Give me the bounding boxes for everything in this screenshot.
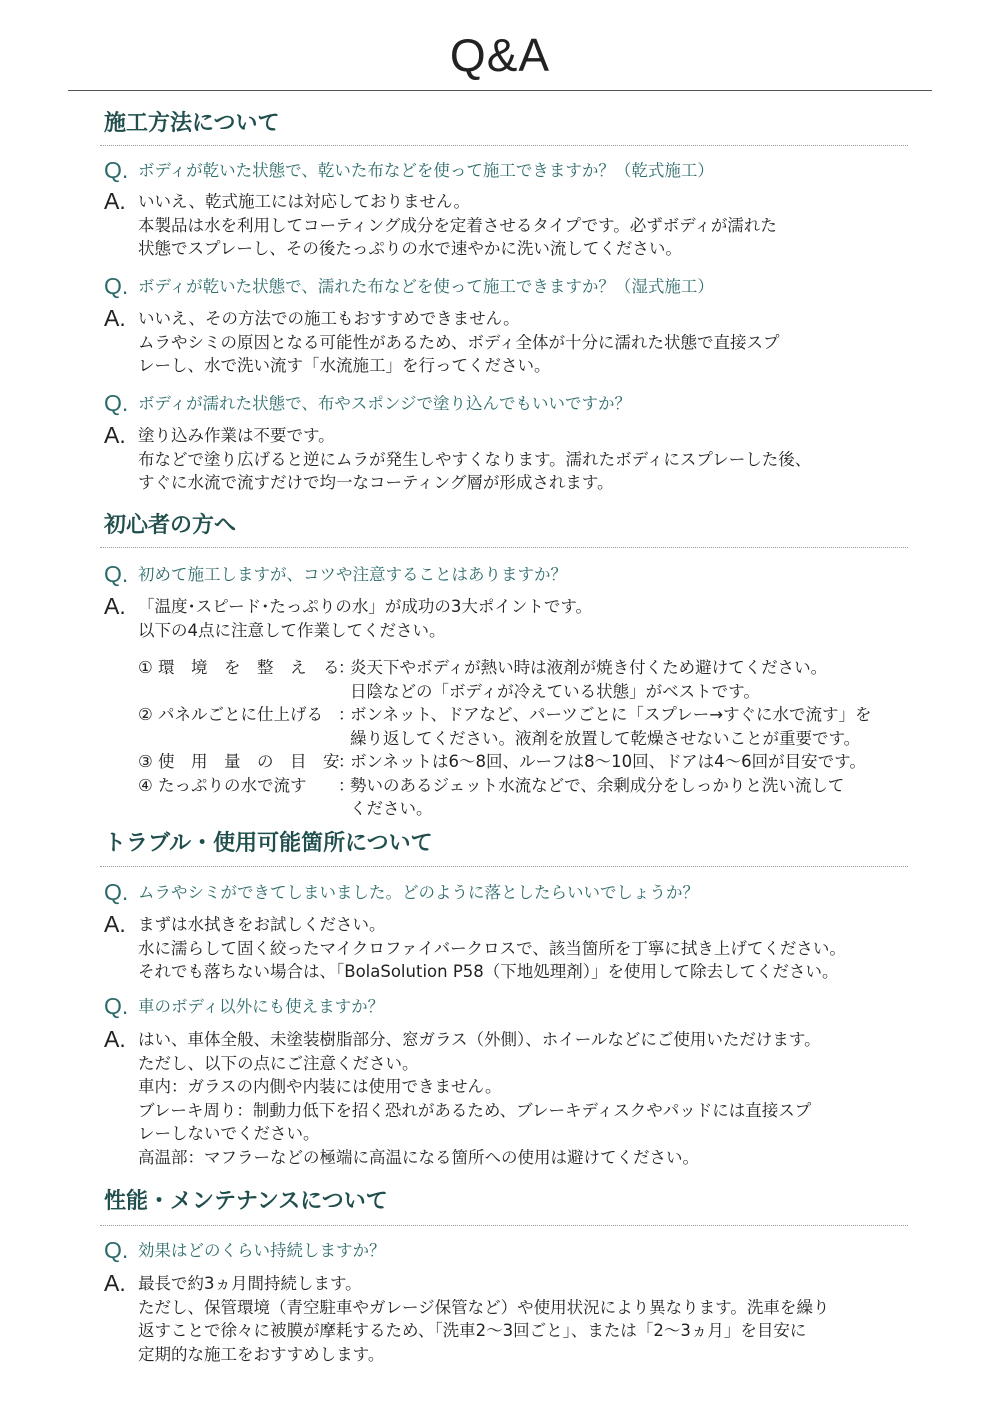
tip-text <box>350 703 913 750</box>
answer-mark: A. <box>104 188 126 214</box>
answer-line: レーし、水で洗い流す「水流施工」を行ってください。 <box>138 356 551 375</box>
question-text: ボディが濡れた状態で、布やスポンジで塗り込んでもいいですか？ <box>138 394 631 413</box>
question-text: ムラやシミができてしまいました。どのように落としたらいいでしょうか？ <box>138 883 699 902</box>
answer-body <box>138 913 913 984</box>
answer-line: いいえ、乾式施工には対応しておりません。 <box>138 192 470 211</box>
answer-mark: A. <box>104 305 126 331</box>
answer-line: レーしないでください。 <box>138 1124 320 1143</box>
question-mark: Q. <box>104 1237 129 1263</box>
answer-mark: A. <box>104 911 126 937</box>
answer-body <box>138 595 913 821</box>
section-divider <box>100 1225 908 1226</box>
section-divider <box>100 866 908 867</box>
question-mark: Q. <box>104 879 129 905</box>
question-mark: Q. <box>104 390 129 416</box>
title-rule <box>68 90 932 91</box>
tip-item <box>138 774 913 821</box>
question-text: 車のボディ以外にも使えますか？ <box>138 997 385 1016</box>
tip-text <box>350 750 913 774</box>
answer-body <box>138 1272 913 1366</box>
section-heading: 施工方法について <box>104 111 280 136</box>
tip-item <box>138 703 913 750</box>
tip-colon: ： <box>338 752 355 771</box>
answer-body <box>138 424 913 495</box>
answer-line: すぐに水流で流すだけで均一なコーティング層が形成されます。 <box>138 473 614 492</box>
tip-label: ① 環 境 を 整 え る <box>138 658 340 677</box>
question-text: 効果はどのくらい持続しますか？ <box>138 1241 386 1260</box>
tip-text <box>350 656 913 703</box>
tips-list <box>138 656 913 821</box>
answer-line: 「温度･スピード･たっぷりの水」が成功の3大ポイントです。 <box>138 597 593 616</box>
question <box>104 158 924 184</box>
answer-line: 布などで塗り広げると逆にムラが発生しやすくなります。濡れたボディにスプレーした後、 <box>138 449 812 469</box>
answer-mark: A. <box>104 1270 126 1296</box>
question <box>104 994 924 1020</box>
answer-line: 以下の4点に注意して作業してください。 <box>138 620 446 640</box>
answer-body <box>138 307 913 378</box>
question-mark: Q. <box>104 157 129 183</box>
tip-line: ボンネットは6〜8回、ルーフは8〜10回、ドアは4〜6回が目安です。 <box>350 752 866 771</box>
question-mark: Q. <box>104 561 129 587</box>
question-mark: Q. <box>104 273 129 299</box>
answer-line: 最長で約3ヵ月間持続します。 <box>138 1274 362 1293</box>
tip-item <box>138 656 913 703</box>
answer-line: ブレーキ周り：制動力低下を招く恐れがあるため、ブレーキディスクやパッドには直接スプ <box>138 1100 812 1120</box>
section-heading: 性能・メンテナンスについて <box>104 1189 388 1214</box>
tip-colon: ： <box>338 705 355 724</box>
answer-mark: A. <box>104 1026 126 1052</box>
tip-line: 勢いのあるジェット水流などで、余剰成分をしっかりと洗い流して <box>350 775 845 795</box>
tip-colon: ： <box>338 775 355 795</box>
answer-line: いいえ、その方法での施工もおすすめできません。 <box>138 309 520 328</box>
tip-line: 炎天下やボディが熱い時は液剤が焼き付くため避けてください。 <box>350 658 828 677</box>
answer-body <box>138 1028 913 1169</box>
question <box>104 391 924 417</box>
answer-line: 定期的な施工をおすすめします。 <box>138 1344 385 1364</box>
answer-line: それでも落ちない場合は、「BolaSolution P58（下地処理剤）」を使用して除去してください。 <box>138 962 839 981</box>
question <box>104 562 924 588</box>
question-text: ボディが乾いた状態で、濡れた布などを使って施工できますか？（湿式施工） <box>138 277 714 296</box>
tip-label: ③ 使 用 量 の 目 安 <box>138 752 340 771</box>
answer-line: 返すことで徐々に被膜が摩耗するため、「洗車2〜3回ごと」、または「2〜3ヵ月」を目安に <box>138 1321 807 1340</box>
section-heading: トラブル・使用可能箇所について <box>104 831 433 856</box>
answer-line: 高温部：マフラーなどの極端に高温になる箇所への使用は避けてください。 <box>138 1147 699 1167</box>
page-title: Q&A <box>449 29 551 81</box>
tip-label: ② パネルごとに仕上げる <box>138 705 324 724</box>
answer-line: 車内：ガラスの内側や内装には使用できません。 <box>138 1077 502 1096</box>
tip-line: 日陰などの「ボディが冷えている状態」がベストです。 <box>350 681 760 701</box>
answer-line: ムラやシミの原因となる可能性があるため、ボディ全体が十分に濡れた状態で直接スプ <box>138 332 780 352</box>
tip-label: ④ たっぷりの水で流す <box>138 775 307 795</box>
answer-line: 状態でスプレーし、その後たっぷりの水で速やかに洗い流してください。 <box>138 239 682 258</box>
tip-colon: ： <box>338 658 355 677</box>
section-divider <box>100 547 908 548</box>
answer-line: まずは水拭きをお試しください。 <box>138 915 386 934</box>
tip-line: ボンネット、ドアなど、パーツごとに「スプレー→すぐに水で流す」を <box>350 705 872 724</box>
section-divider <box>100 145 908 146</box>
answer-line: ただし、保管環境（青空駐車やガレージ保管など）や使用状況により異なります。洗車を繰り <box>138 1297 830 1317</box>
answer-line: はい、車体全般、未塗装樹脂部分、窓ガラス（外側）、ホイールなどにご使用いただけます。 <box>138 1030 821 1049</box>
question-text: ボディが乾いた状態で、乾いた布などを使って施工できますか？（乾式施工） <box>138 161 714 180</box>
answer-line: ただし、以下の点にご注意ください。 <box>138 1053 419 1073</box>
answer-body <box>138 190 913 261</box>
tip-line: 繰り返してください。液剤を放置して乾燥させないことが重要です。 <box>350 728 861 748</box>
question <box>104 274 924 300</box>
tip-text <box>350 774 913 821</box>
tip-line: ください。 <box>350 799 433 818</box>
question-mark: Q. <box>104 993 129 1019</box>
answer-line: 塗り込み作業は不要です。 <box>138 426 335 445</box>
question-text: 初めて施工しますが、コツや注意することはありますか？ <box>138 565 567 584</box>
answer-line: 本製品は水を利用してコーティング成分を定着させるタイプです。必ずボディが濡れた <box>138 215 777 235</box>
answer-mark: A. <box>104 593 126 619</box>
answer-line: 水に濡らして固く絞ったマイクロファイバークロスで、該当箇所を丁寧に拭き上げてください。 <box>138 938 846 958</box>
tip-item <box>138 750 913 774</box>
section-heading: 初心者の方へ <box>104 513 237 538</box>
question <box>104 1238 924 1264</box>
question <box>104 880 924 906</box>
answer-mark: A. <box>104 422 126 448</box>
